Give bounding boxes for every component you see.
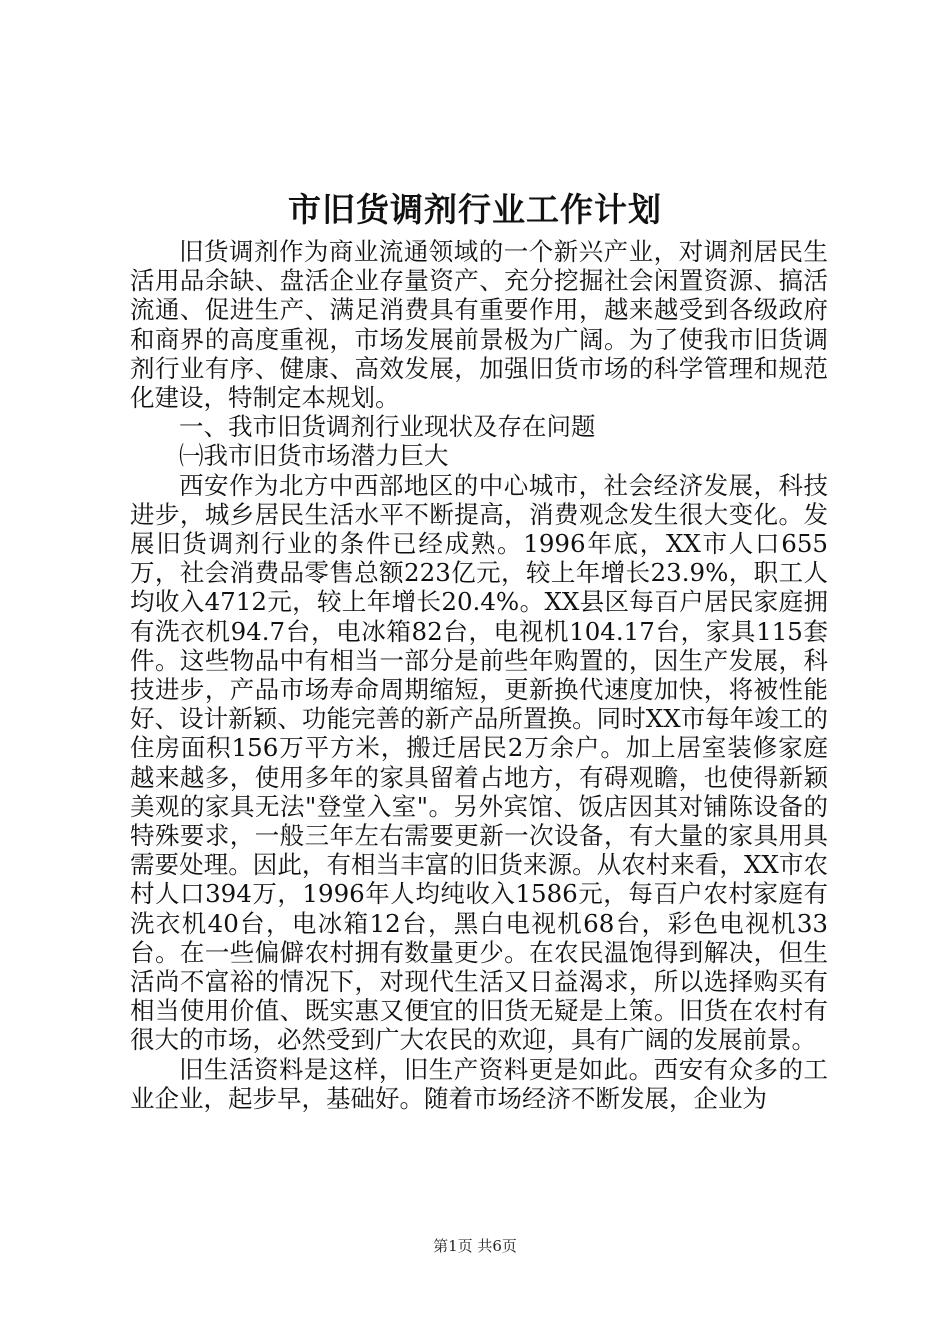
document-body bbox=[130, 237, 828, 1113]
section-heading: 一、我市旧货调剂行业现状及存在问题 bbox=[179, 412, 596, 442]
paragraph-production-materials: 旧生活资料是这样，旧生产资料更是如此。西安有众多的工业企业，起步早，基础好。随着市场经济不断发展，企业为 bbox=[130, 1054, 828, 1113]
paragraph-xian-market: 西安作为北方中西部地区的中心城市，社会经济发展，科技进步，城乡居民生活水平不断提高，消费观念发生很大变化。发展旧货调剂行业的条件已经成熟。1996年底，XX市人口655万，社会消费品零售总额223亿元，较上年增长23.9%，职工人均收入4712元，较上年增长20.4%。XX县区每百户居民家庭拥有洗衣机94.7台，电冰箱82台，电视机104.17台，家具115套件。这些物品中有相当一部分是前些年购置的，因生产发展，科技进步，产品市场寿命周期缩短，更新换代速度加快，将被性能好、设计新颖、功能完善的新产品所置换。同时XX市每年竣工的住房面积156万平方米，搬迁居民2万余户。加上居室装修家庭越来越多，使用多年的家具留着占地方，有碍观瞻，也使得新颖美观的家具无法"登堂入室"。另外宾馆、饭店因其对铺陈设备的特殊要求，一般三年左右需要更新一次设备，有大量的家具用具需要处理。因此，有相当丰富的旧货来源。从农村来看，XX市农村人口394万，1996年人均纯收入1586元，每百户农村家庭有洗衣机40台，电冰箱12台，黑白电视机68台，彩色电视机33台。在一些偏僻农村拥有数量更少。在农民温饱得到解决，但生活尚不富裕的情况下，对现代生活又日益渴求，所以选择购买有相当使用价值、既实惠又便宜的旧货无疑是上策。旧货在农村有很大的市场，必然受到广大农民的欢迎，具有广阔的发展前景。 bbox=[130, 470, 828, 1055]
page-footer: 第1页 共6页 bbox=[433, 1237, 517, 1255]
document-title: 市旧货调剂行业工作计划 bbox=[288, 190, 662, 229]
paragraph-intro: 旧货调剂作为商业流通领域的一个新兴产业，对调剂居民生活用品余缺、盘活企业存量资产、充分挖掘社会闲置资源、搞活流通、促进生产、满足消费具有重要作用，越来越受到各级政府和商界的高度重视，市场发展前景极为广阔。为了使我市旧货调剂行业有序、健康、高效发展，加强旧货市场的科学管理和规范化建设，特制定本规划。 bbox=[130, 237, 828, 413]
subsection-heading: ㈠我市旧货市场潜力巨大 bbox=[179, 441, 449, 471]
